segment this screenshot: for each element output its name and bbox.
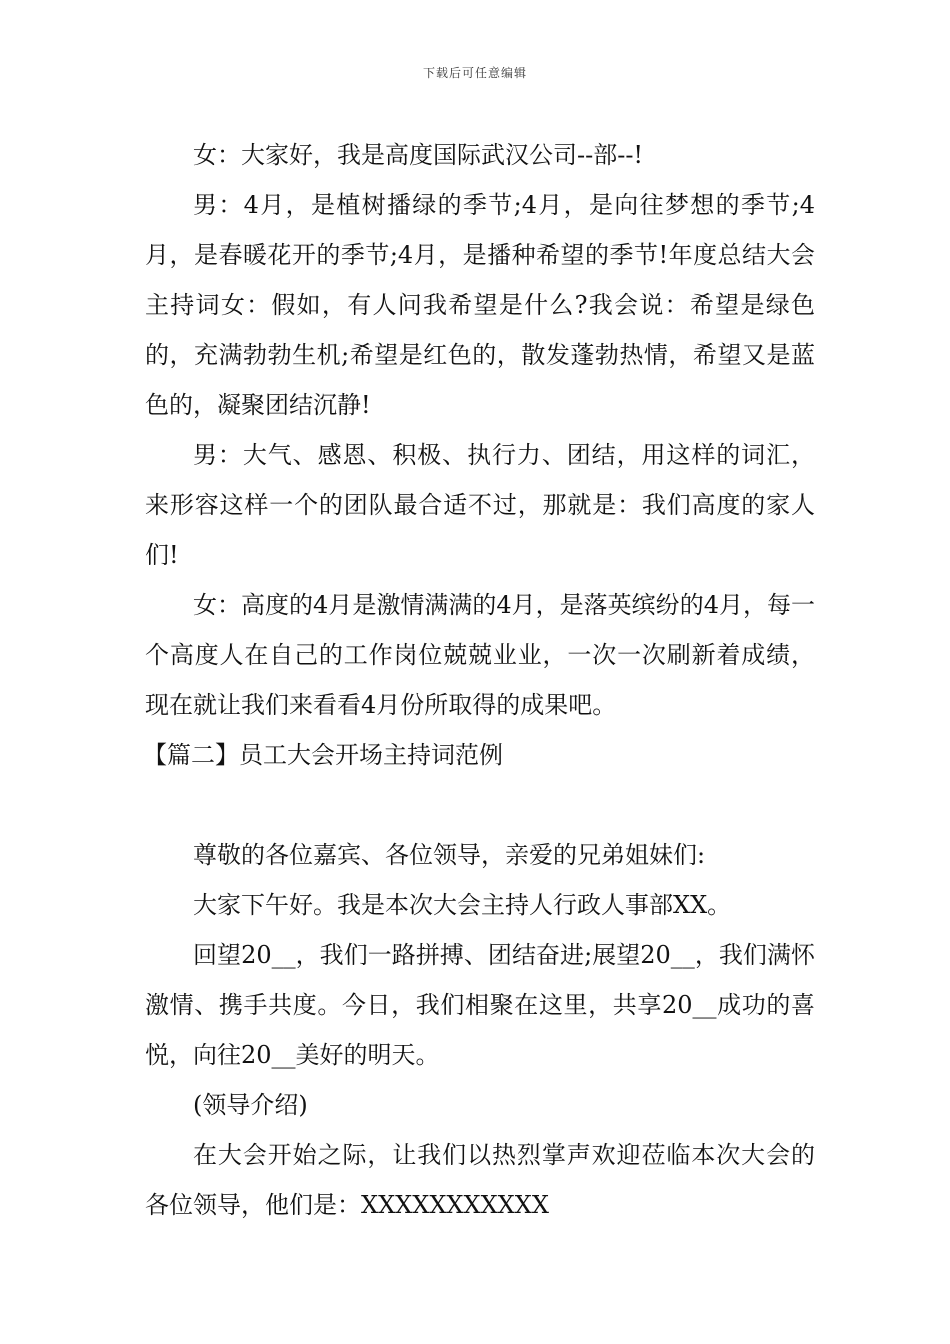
paragraph-april-male: 男：4月，是植树播绿的季节;4月，是向往梦想的季节;4月，是春暖花开的季节;4月，是播种希望的季节!年度总结大会主持词女：假如，有人问我希望是什么?我会说：希望是绿色的，充满勃勃生机;希望是红色的，散发蓬勃热情，希望又是蓝色的，凝聚团结沉静! <box>145 191 815 419</box>
section-heading: 【篇二】员工大会开场主持词范例 <box>143 741 503 769</box>
paragraph-review: 回望20__，我们一路拼搏、团结奋进;展望20__，我们满怀激情、携手共度。今日，我们相聚在这里，共享20__成功的喜悦，向往20__美好的明天。 <box>145 941 815 1069</box>
paragraph-greeting-female: 女：大家好，我是高度国际武汉公司--部--! <box>193 141 644 169</box>
paragraph-welcome-leaders: 在大会开始之际，让我们以热烈掌声欢迎莅临本次大会的各位领导，他们是：XXXXXXXXXXX <box>145 1141 815 1219</box>
paragraph-host-intro: 大家下午好。我是本次大会主持人行政人事部XX。 <box>193 891 732 919</box>
paragraph-results-female: 女：高度的4月是激情满满的4月，是落英缤纷的4月，每一个高度人在自己的工作岗位兢兢业业，一次一次刷新着成绩，现在就让我们来看看4月份所取得的成果吧。 <box>145 591 815 719</box>
section-spacer <box>145 780 815 830</box>
page-header-note: 下载后可任意编辑 <box>422 66 527 80</box>
paragraph-leader-intro-note: (领导介绍) <box>193 1091 308 1119</box>
document-body <box>145 130 815 1230</box>
paragraph-team-male: 男：大气、感恩、积极、执行力、团结，用这样的词汇，来形容这样一个的团队最合适不过，那就是：我们高度的家人们! <box>145 441 815 569</box>
paragraph-salutation: 尊敬的各位嘉宾、各位领导，亲爱的兄弟姐妹们: <box>193 841 706 869</box>
